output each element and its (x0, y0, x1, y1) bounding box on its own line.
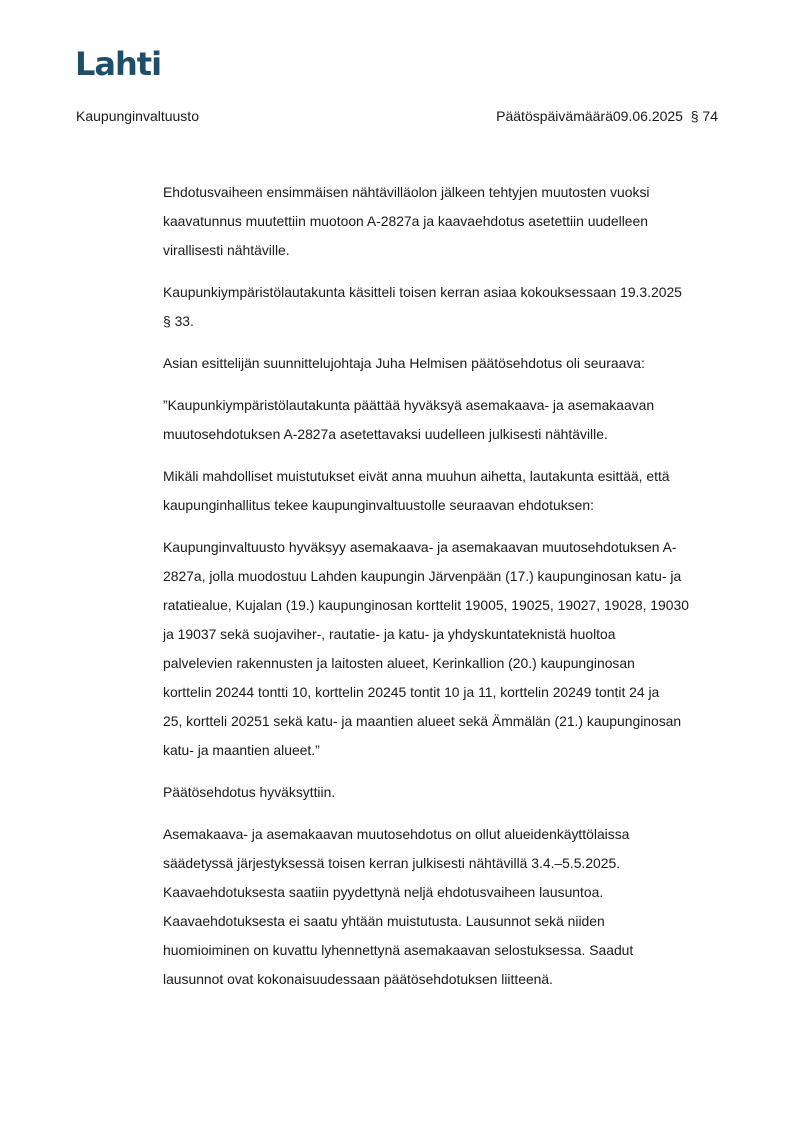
decision-meta (496, 107, 718, 125)
paragraph (163, 349, 723, 378)
text-line: huomioiminen on kuvattu lyhennettynä asemakaavan selostuksessa. Saadut (163, 942, 634, 958)
text-line: muutosehdotuksen A-2827a asetettavaksi uudelleen julkisesti nähtäville. (163, 426, 608, 442)
paragraph (163, 533, 723, 765)
lahti-logo: Lahti (75, 45, 162, 83)
text-line: Ehdotusvaiheen ensimmäisen nähtävilläolon jälkeen tehtyjen muutosten vuoksi (163, 184, 650, 200)
text-line: Asian esittelijän suunnittelujohtaja Juha Helmisen päätösehdotus oli seuraava: (163, 355, 645, 371)
text-line: ratatiealue, Kujalan (19.) kaupunginosan korttelit 19005, 19025, 19027, 19028, 19030 (163, 597, 689, 613)
text-line: ja 19037 sekä suojaviher-, rautatie- ja katu- ja yhdyskuntateknistä huoltoa (163, 626, 616, 642)
text-line: kaupunginhallitus tekee kaupunginvaltuustolle seuraavan ehdotuksen: (163, 497, 594, 513)
text-line: Päätösehdotus hyväksyttiin. (163, 784, 336, 800)
text-line: Kaupunkiympäristölautakunta käsitteli toisen kerran asiaa kokouksessaan 19.3.2025 (163, 284, 682, 300)
paragraph (163, 820, 723, 994)
text-line: säädetyssä järjestyksessä toisen kerran julkisesti nähtävillä 3.4.–5.5.2025. (163, 855, 621, 871)
text-line: palvelevien rakennusten ja laitosten alueet, Kerinkallion (20.) kaupunginosan (163, 655, 635, 671)
text-line: kaavatunnus muutettiin muotoon A-2827a ja kaavaehdotus asetettiin uudelleen (163, 213, 648, 229)
text-line: Asemakaava- ja asemakaavan muutosehdotus on ollut alueidenkäyttölaissa (163, 826, 630, 842)
organ-name: Kaupunginvaltuusto (76, 108, 199, 124)
paragraph (163, 178, 723, 265)
decision-date: 09.06.2025 (612, 108, 683, 124)
decision-date-label: Päätöspäivämäärä (496, 108, 613, 124)
section-number: § 74 (690, 108, 718, 124)
paragraph (163, 778, 723, 807)
text-line: lausunnot ovat kokonaisuudessaan päätösehdotuksen liitteenä. (163, 971, 553, 987)
paragraph (163, 462, 723, 520)
text-line: § 33. (163, 313, 194, 329)
text-line: korttelin 20244 tontti 10, korttelin 20245 tontit 10 ja 11, korttelin 20249 tontit 24 ja (163, 684, 660, 700)
text-line: Kaavaehdotuksesta saatiin pyydettynä neljä ehdotusvaiheen lausuntoa. (163, 884, 604, 900)
text-line: Kaupunginvaltuusto hyväksyy asemakaava- ja asemakaavan muutosehdotuksen A- (163, 539, 677, 555)
text-line: Mikäli mahdolliset muistutukset eivät anna muuhun aihetta, lautakunta esittää, että (163, 468, 670, 484)
text-line: katu- ja maantien alueet.” (163, 742, 320, 758)
text-line: Kaavaehdotuksesta ei saatu yhtään muistutusta. Lausunnot sekä niiden (163, 913, 605, 929)
text-line: ”Kaupunkiympäristölautakunta päättää hyväksyä asemakaava- ja asemakaavan (163, 397, 655, 413)
text-line: 25, kortteli 20251 sekä katu- ja maantien alueet sekä Ämmälän (21.) kaupunginosan (163, 713, 682, 729)
text-line: 2827a, jolla muodostuu Lahden kaupungin Järvenpään (17.) kaupunginosan katu- ja (163, 568, 682, 584)
paragraph (163, 278, 723, 336)
text-line: virallisesti nähtäville. (163, 242, 290, 258)
document-body (163, 178, 723, 1007)
paragraph (163, 391, 723, 449)
